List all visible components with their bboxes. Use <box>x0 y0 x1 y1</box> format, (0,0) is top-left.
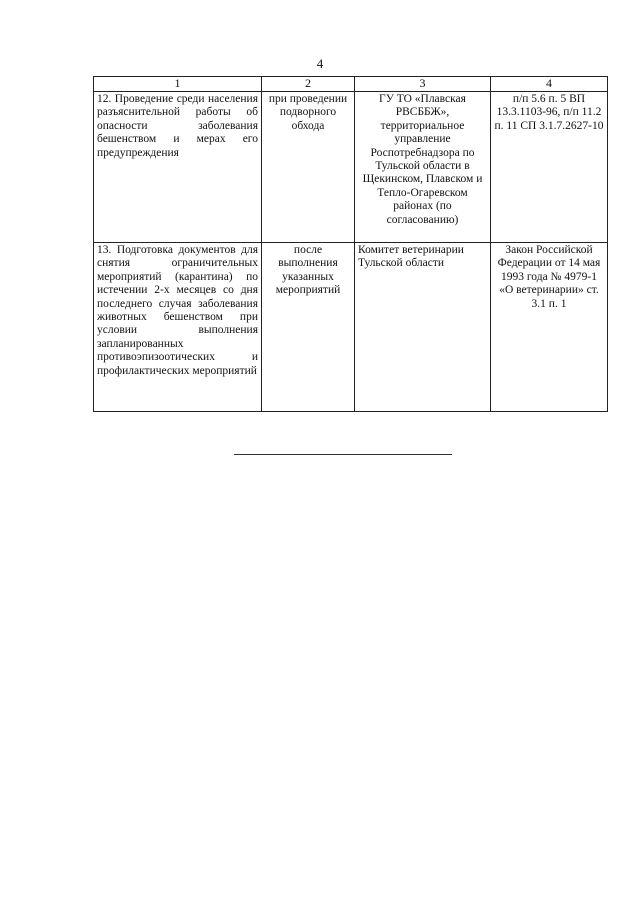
table-row <box>94 243 608 412</box>
page-number: 4 <box>316 56 324 71</box>
column-header-3: 3 <box>355 77 491 92</box>
measure-cell: 12. Проведение среди населения разъяснительной работы об опасности заболевания бешенством и мерах его предупреждения <box>94 92 262 243</box>
responsible-cell: Комитет ветеринарии Тульской области <box>355 243 491 412</box>
measures-table <box>93 76 608 412</box>
table-header-row <box>94 77 608 92</box>
column-header-4: 4 <box>491 77 608 92</box>
closing-rule-divider <box>234 454 452 455</box>
measure-cell: 13. Подготовка документов для снятия ограничительных мероприятий (карантина) по истечении 2-х месяцев со дня последнего случая заболевания животных бешенством при условии выполнения запланированных противоэпизоотических и профилактических мероприятий <box>94 243 262 412</box>
legal-basis-cell: п/п 5.6 п. 5 ВП 13.3.1103-96, п/п 11.2 п. 11 СП 3.1.7.2627-10 <box>491 92 608 243</box>
legal-basis-cell: Закон Российской Федерации от 14 мая 1993 года № 4979-1 «О ветеринарии» ст. 3.1 п. 1 <box>491 243 608 412</box>
table-row <box>94 92 608 243</box>
timing-cell: после выполнения указанных мероприятий <box>262 243 355 412</box>
column-header-2: 2 <box>262 77 355 92</box>
column-header-1: 1 <box>94 77 262 92</box>
timing-cell: при проведении подворного обхода <box>262 92 355 243</box>
responsible-cell: ГУ ТО «Плавская РВСББЖ», территориальное управление Роспотребнадзора по Тульской области в Щекинском, Плавском и Тепло-Огаревском районах (по согласованию) <box>355 92 491 243</box>
